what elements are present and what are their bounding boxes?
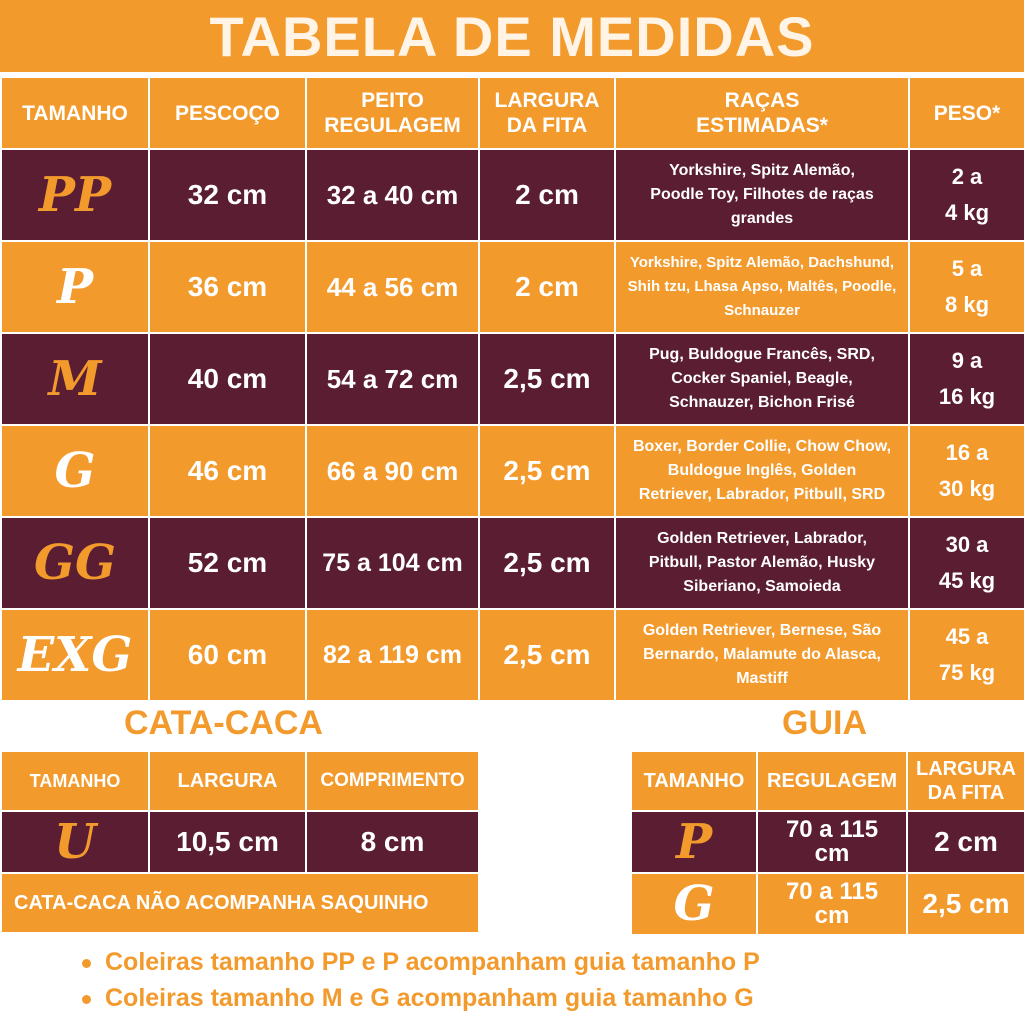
header-width: LARGURA DA FITA [907,751,1024,811]
cata-caca-title: CATA-CACA [124,704,323,742]
cata-caca-header [1,751,479,811]
breeds-value: Yorkshire, Spitz Alemão, Poodle Toy, Filhotes de raças grandes [615,149,909,241]
adjust-value: 70 a 115 cm [757,873,907,935]
cata-caca-table [0,750,480,934]
page-title: TABELA DE MEDIDAS [209,4,815,68]
size-table [0,76,1024,702]
bullet-icon [82,959,91,968]
neck-value: 40 cm [149,333,306,425]
size-label: GG [1,517,149,609]
table-row [1,149,1024,241]
width-value: 2,5 cm [907,873,1024,935]
neck-value: 36 cm [149,241,306,333]
width-value: 2 cm [907,811,1024,873]
title-bar [0,0,1024,72]
width-value: 2 cm [479,241,615,333]
header-weight: PESO* [909,77,1024,149]
length-value: 8 cm [306,811,479,873]
size-label: M [1,333,149,425]
width-value: 2 cm [479,149,615,241]
note-text: Coleiras tamanho PP e P acompanham guia tamanho P [105,948,760,976]
table-row [1,241,1024,333]
neck-value: 32 cm [149,149,306,241]
header-width: LARGURA [149,751,306,811]
chest-value: 66 a 90 cm [306,425,479,517]
breeds-value: Pug, Buldogue Francês, SRD, Cocker Spaniel, Beagle, Schnauzer, Bichon Frisé [615,333,909,425]
list-item [82,944,760,980]
adjust-value: 70 a 115 cm [757,811,907,873]
size-label: G [631,873,757,935]
header-neck: PESCOÇO [149,77,306,149]
size-label: EXG [1,609,149,701]
neck-value: 52 cm [149,517,306,609]
guia-header [631,751,1024,811]
note-text: Coleiras tamanho M e G acompanham guia tamanho G [105,984,754,1012]
cata-caca-note-row [1,873,479,933]
chest-value: 82 a 119 cm [306,609,479,701]
chest-value: 54 a 72 cm [306,333,479,425]
size-label: PP [1,149,149,241]
size-label: U [1,811,149,873]
table-row [1,333,1024,425]
header-size: TAMANHO [1,77,149,149]
width-value: 2,5 cm [479,425,615,517]
cata-caca-note: CATA-CACA NÃO ACOMPANHA SAQUINHO [1,873,479,933]
table-row [631,811,1024,873]
list-item [82,980,760,1016]
weight-value: 16 a 30 kg [909,425,1024,517]
table-row [631,873,1024,935]
chest-value: 32 a 40 cm [306,149,479,241]
chest-value: 44 a 56 cm [306,241,479,333]
header-width: LARGURA DA FITA [479,77,615,149]
breeds-value: Golden Retriever, Labrador, Pitbull, Pastor Alemão, Husky Siberiano, Samoieda [615,517,909,609]
breeds-value: Boxer, Border Collie, Chow Chow, Buldogue Inglês, Golden Retriever, Labrador, Pitbull, SRD [615,425,909,517]
guia-title: GUIA [782,704,867,742]
header-length: COMPRIMENTO [306,751,479,811]
table-row [1,609,1024,701]
weight-value: 45 a 75 kg [909,609,1024,701]
weight-value: 2 a 4 kg [909,149,1024,241]
size-label: P [631,811,757,873]
weight-value: 30 a 45 kg [909,517,1024,609]
size-label: G [1,425,149,517]
guia-table [630,750,1024,936]
header-size: TAMANHO [631,751,757,811]
breeds-value: Golden Retriever, Bernese, São Bernardo, Malamute do Alasca, Mastiff [615,609,909,701]
table-row [1,517,1024,609]
width-value: 10,5 cm [149,811,306,873]
neck-value: 46 cm [149,425,306,517]
size-table-header [1,77,1024,149]
header-adjust: REGULAGEM [757,751,907,811]
notes-list [82,944,760,1016]
width-value: 2,5 cm [479,609,615,701]
header-breeds: RAÇAS ESTIMADAS* [615,77,909,149]
size-label: P [1,241,149,333]
neck-value: 60 cm [149,609,306,701]
chest-value: 75 a 104 cm [306,517,479,609]
table-row [1,425,1024,517]
header-size: TAMANHO [1,751,149,811]
bullet-icon [82,995,91,1004]
weight-value: 9 a 16 kg [909,333,1024,425]
header-chest: PEITO REGULAGEM [306,77,479,149]
breeds-value: Yorkshire, Spitz Alemão, Dachshund, Shih tzu, Lhasa Apso, Maltês, Poodle, Schnauzer [615,241,909,333]
table-row [1,811,479,873]
weight-value: 5 a 8 kg [909,241,1024,333]
width-value: 2,5 cm [479,517,615,609]
width-value: 2,5 cm [479,333,615,425]
